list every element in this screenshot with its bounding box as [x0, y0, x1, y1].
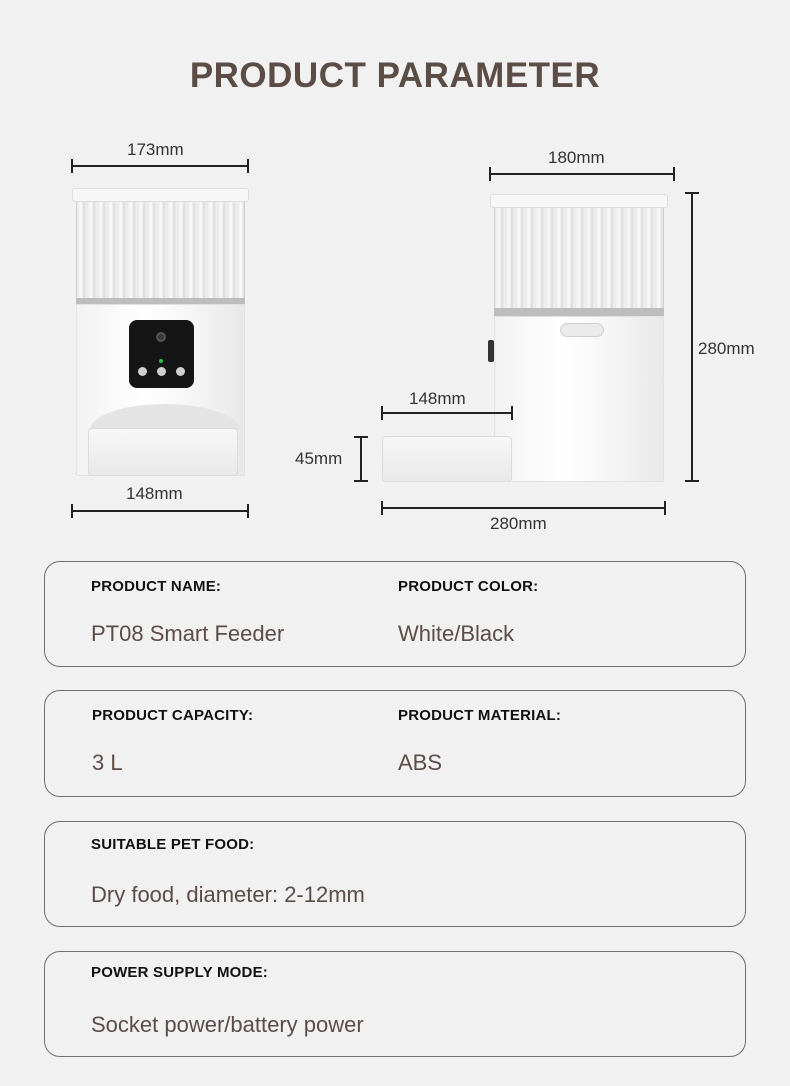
front-bowl [88, 428, 238, 476]
product-color-value: White/Black [398, 621, 515, 646]
pet-food-value: Dry food, diameter: 2-12mm [91, 882, 365, 907]
control-panel [129, 320, 194, 388]
panel-button-middle-icon [157, 367, 166, 376]
status-led-icon [159, 359, 163, 363]
product-name-label: PRODUCT NAME: [91, 578, 222, 595]
bowl-height-label: 45mm [295, 449, 343, 468]
side-body [494, 316, 664, 482]
camera-icon [156, 332, 166, 342]
front-lid [72, 188, 249, 202]
side-bowl [382, 436, 512, 482]
product-material-value: ABS [398, 750, 443, 775]
power-supply-value: Socket power/battery power [91, 1012, 364, 1037]
bowl-height-line [360, 436, 362, 482]
page-title: PRODUCT PARAMETER [189, 56, 601, 95]
bowl-width-label: 148mm [409, 389, 466, 408]
panel-button-left-icon [138, 367, 147, 376]
front-width-bottom-label: 148mm [126, 484, 183, 503]
spec-card-pet-food [44, 821, 746, 927]
front-width-top-line [71, 165, 249, 167]
side-hopper [494, 208, 664, 308]
product-capacity-label: PRODUCT CAPACITY: [92, 707, 254, 724]
panel-button-right-icon [176, 367, 185, 376]
side-switch-icon [560, 323, 604, 337]
front-hopper [76, 202, 245, 298]
side-outlet-icon [488, 340, 494, 362]
product-name-value: PT08 Smart Feeder [91, 621, 285, 646]
spec-card-power-supply [44, 951, 746, 1057]
pet-food-label: SUITABLE PET FOOD: [91, 836, 255, 853]
side-depth-line [381, 507, 666, 509]
power-supply-label: POWER SUPPLY MODE: [91, 964, 268, 981]
front-width-top-label: 173mm [127, 140, 184, 159]
side-depth-label: 280mm [490, 514, 547, 533]
product-color-label: PRODUCT COLOR: [398, 578, 539, 595]
spec-card-capacity-material [44, 690, 746, 797]
product-capacity-value: 3 L [92, 750, 123, 775]
bowl-width-line [381, 412, 513, 414]
side-hopper-band [494, 308, 664, 316]
front-width-bottom-line [71, 510, 249, 512]
spec-card-name-color [44, 561, 746, 667]
side-width-top-line [489, 173, 675, 175]
product-material-label: PRODUCT MATERIAL: [398, 707, 562, 724]
side-lid [490, 194, 668, 208]
side-height-label: 280mm [698, 339, 755, 358]
side-width-top-label: 180mm [548, 148, 605, 167]
side-height-line [691, 192, 693, 482]
